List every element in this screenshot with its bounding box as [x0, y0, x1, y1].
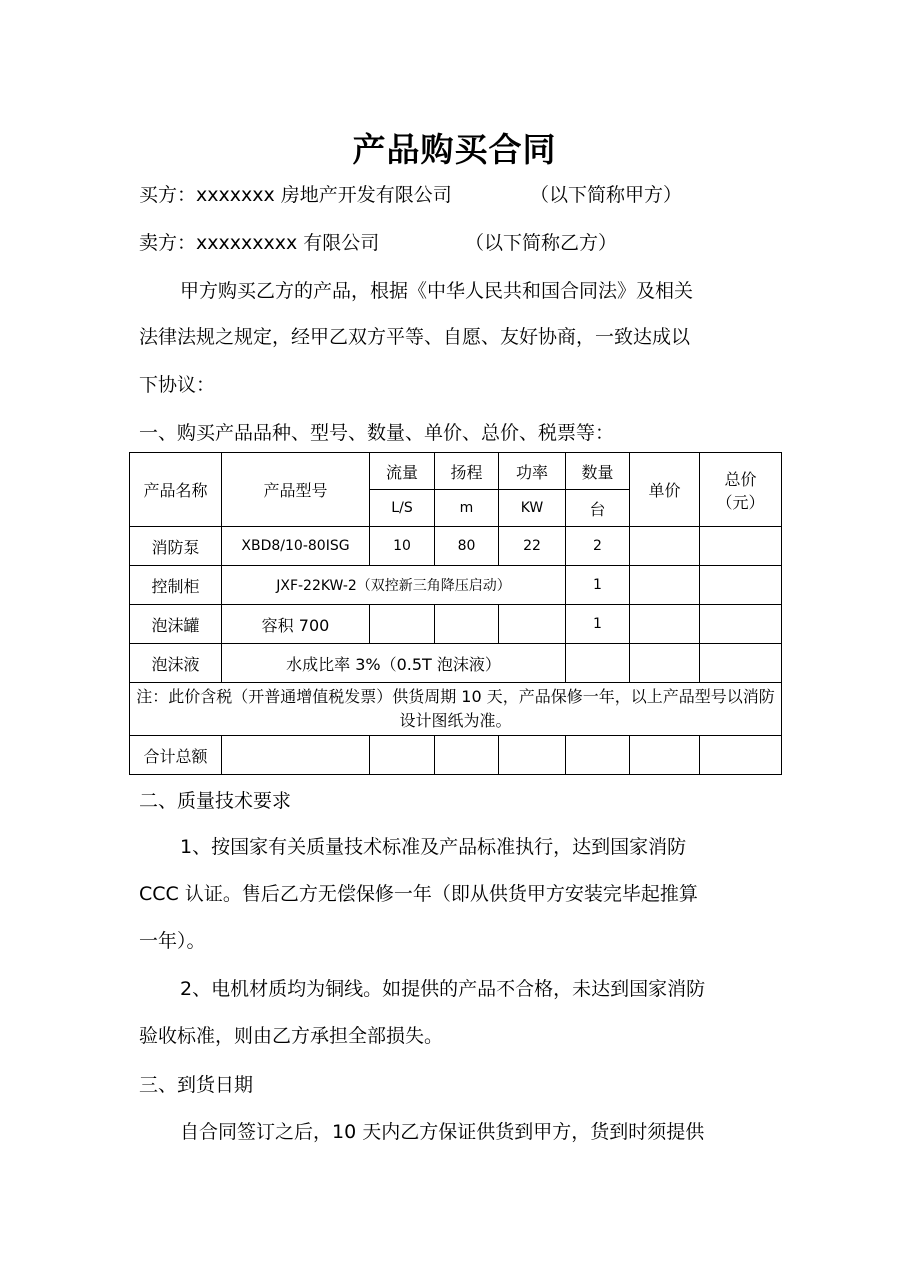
- cell-name: 控制柜: [130, 566, 222, 605]
- unit-flow: L/S: [370, 490, 435, 527]
- cell-model: XBD8/10-80ISG: [222, 527, 370, 566]
- cell-name: 泡沫液: [130, 644, 222, 683]
- intro-paragraph-line: 法律法规之规定，经甲乙双方平等、自愿、友好协商，一致达成以: [139, 326, 691, 348]
- header-power: 功率: [499, 453, 566, 490]
- table-note: 注：此价含税（开普通增值税发票）供货周期 10 天，产品保修一年，以上产品型号以消防设计图纸为准。: [130, 683, 782, 736]
- header-head: 扬程: [435, 453, 499, 490]
- contract-title: 产品购买合同: [352, 130, 557, 169]
- quality-paragraph-line: 一年）。: [139, 930, 206, 952]
- cell-flow: 10: [370, 527, 435, 566]
- cell-unit-price: [630, 644, 700, 683]
- table-header-row: [130, 453, 782, 490]
- buyer-alias: （以下简称甲方）: [530, 184, 683, 206]
- table-total-row: [130, 736, 782, 775]
- total-cell: [630, 736, 700, 775]
- header-product-name: 产品名称: [130, 453, 222, 527]
- unit-power: KW: [499, 490, 566, 527]
- cell-head: [435, 605, 499, 644]
- section-heading-products: 一、购买产品品种、型号、数量、单价、总价、税票等：: [139, 422, 615, 444]
- table-row: [130, 527, 782, 566]
- cell-name: 消防泵: [130, 527, 222, 566]
- unit-quantity: 台: [566, 490, 630, 527]
- header-flow: 流量: [370, 453, 435, 490]
- total-cell: [566, 736, 630, 775]
- quality-paragraph-line: 验收标准，则由乙方承担全部损失。: [139, 1025, 444, 1047]
- cell-total-price: [700, 566, 782, 605]
- seller-alias: （以下简称乙方）: [465, 232, 618, 254]
- table-row: [130, 605, 782, 644]
- total-cell: [435, 736, 499, 775]
- cell-power: 22: [499, 527, 566, 566]
- intro-paragraph-line: 下协议：: [139, 374, 216, 396]
- unit-head: m: [435, 490, 499, 527]
- cell-head: 80: [435, 527, 499, 566]
- cell-unit-price: [630, 527, 700, 566]
- product-table: [129, 452, 782, 775]
- cell-quantity: 1: [566, 566, 630, 605]
- intro-paragraph-line: 甲方购买乙方的产品，根据《中华人民共和国合同法》及相关: [180, 280, 694, 302]
- cell-total-price: [700, 605, 782, 644]
- cell-power: [499, 605, 566, 644]
- cell-unit-price: [630, 566, 700, 605]
- total-cell: [222, 736, 370, 775]
- delivery-paragraph-line: 自合同签订之后，10 天内乙方保证供货到甲方，货到时须提供: [180, 1121, 705, 1143]
- header-quantity: 数量: [566, 453, 630, 490]
- cell-model: JXF-22KW-2（双控新三角降压启动）: [222, 566, 566, 605]
- total-cell: [700, 736, 782, 775]
- seller-line: 卖方：xxxxxxxxx 有限公司: [139, 232, 380, 254]
- cell-unit-price: [630, 605, 700, 644]
- cell-model: 水成比率 3%（0.5T 泡沫液）: [222, 644, 566, 683]
- header-total-label: 总价: [724, 469, 757, 489]
- quality-paragraph-line: CCC 认证。售后乙方无偿保修一年（即从供货甲方安装完毕起推算: [139, 883, 698, 905]
- cell-quantity: 1: [566, 605, 630, 644]
- cell-total-price: [700, 644, 782, 683]
- table-note-row: [130, 683, 782, 736]
- header-product-model: 产品型号: [222, 453, 370, 527]
- buyer-line: 买方：xxxxxxx 房地产开发有限公司: [139, 184, 452, 206]
- total-label: 合计总额: [130, 736, 222, 775]
- quality-paragraph-line: 2、电机材质均为铜线。如提供的产品不合格，未达到国家消防: [180, 978, 706, 1000]
- header-total-unit: （元）: [716, 492, 765, 512]
- cell-quantity: [566, 644, 630, 683]
- section-heading-quality: 二、质量技术要求: [139, 790, 292, 812]
- total-cell: [370, 736, 435, 775]
- quality-paragraph-line: 1、按国家有关质量技术标准及产品标准执行，达到国家消防: [180, 836, 687, 858]
- header-unit-price: 单价: [630, 453, 700, 527]
- header-total-price: [700, 453, 782, 527]
- section-heading-delivery: 三、到货日期: [139, 1074, 254, 1096]
- cell-model: 容积 700: [222, 605, 370, 644]
- cell-name: 泡沫罐: [130, 605, 222, 644]
- total-cell: [499, 736, 566, 775]
- table-row: [130, 644, 782, 683]
- cell-quantity: 2: [566, 527, 630, 566]
- cell-total-price: [700, 527, 782, 566]
- table-row: [130, 566, 782, 605]
- cell-flow: [370, 605, 435, 644]
